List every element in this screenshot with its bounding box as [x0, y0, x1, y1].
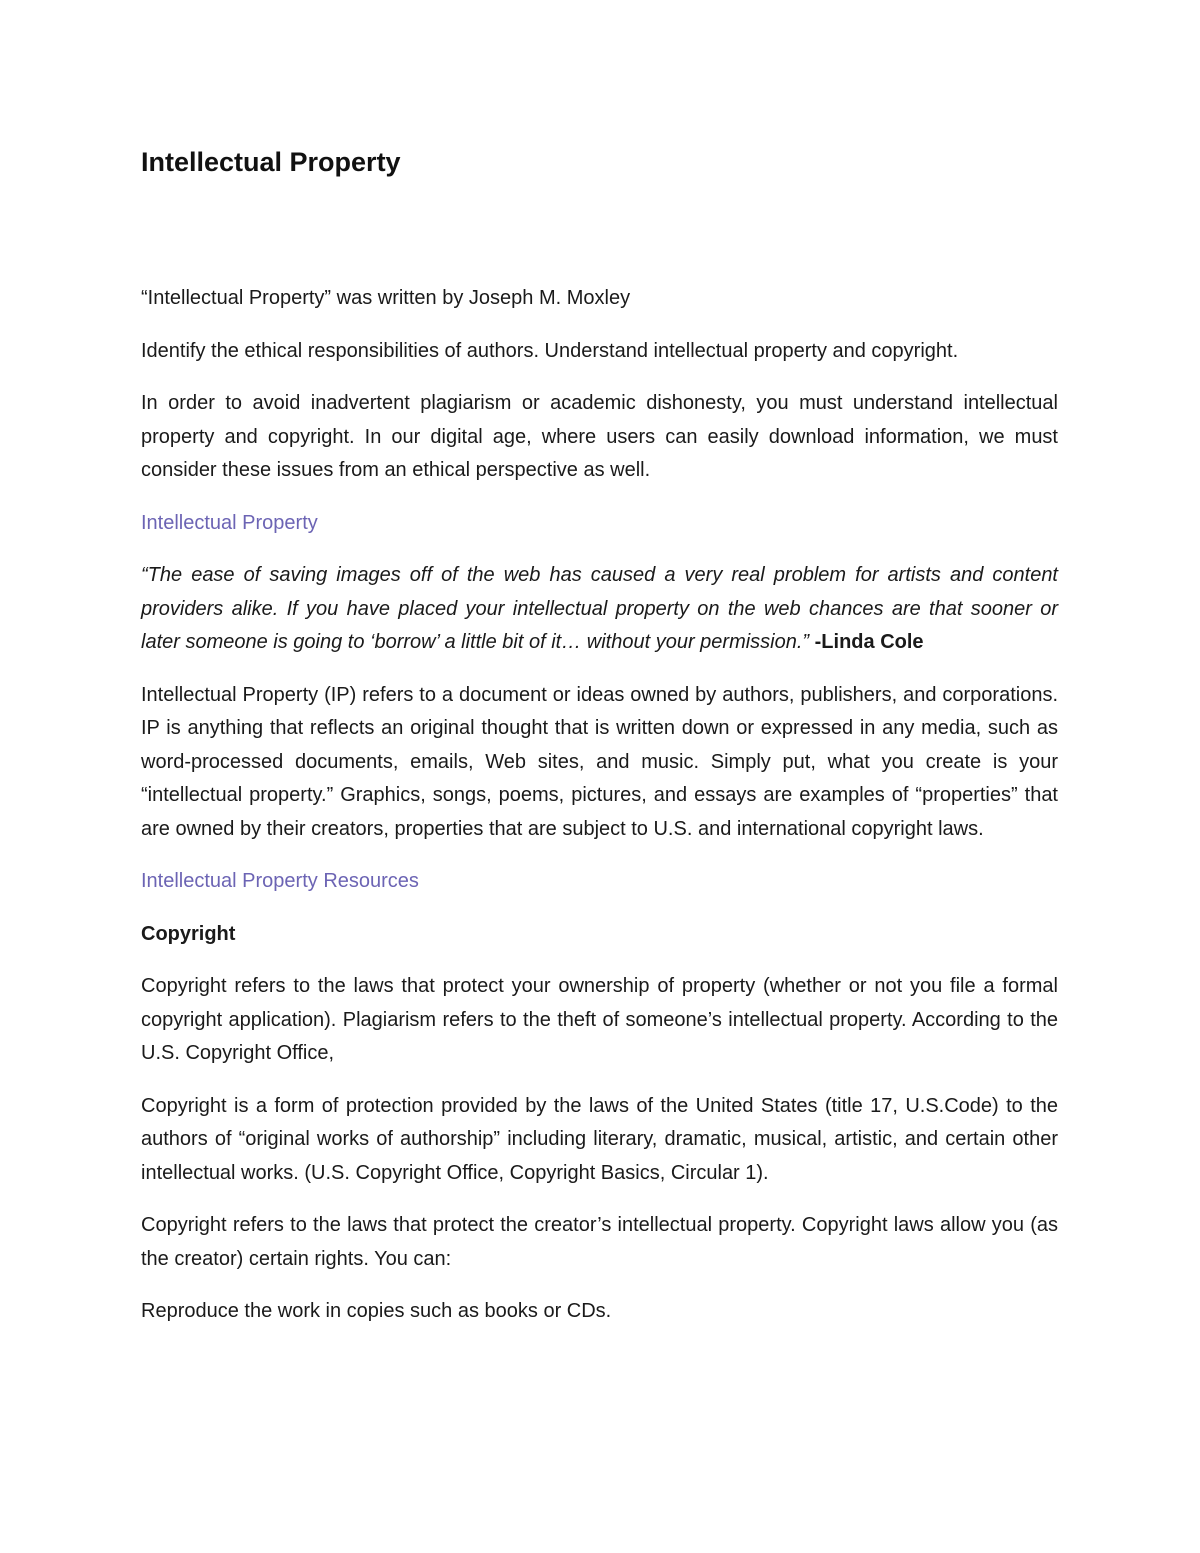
- copyright-paragraph-3: Copyright refers to the laws that protect the creator’s intellectual property. Copyright laws allow you (as the creator) certain rights. You can:: [141, 1214, 1058, 1270]
- quote-text: “The ease of saving images off of the web has caused a very real problem for artists and content providers alike. If you have placed your intellectual property on the web chances are that sooner or later someone is going to ‘borrow’ a little bit of it… without your permission.”: [141, 564, 1058, 653]
- document-page: [141, 140, 1058, 1348]
- subheading-copyright: Copyright: [141, 922, 236, 945]
- section-heading-ip-resources: Intellectual Property Resources: [141, 870, 419, 892]
- byline: “Intellectual Property” was written by Joseph M. Moxley: [141, 287, 631, 309]
- copyright-paragraph-4: Reproduce the work in copies such as books or CDs.: [141, 1300, 612, 1322]
- intro-paragraph: In order to avoid inadvertent plagiarism or academic dishonesty, you must understand intellectual property and copyright. In our digital age, where users can easily download information, we must consider these issues from an ethical perspective as well.: [141, 392, 1058, 481]
- quote-paragraph: [141, 559, 1058, 660]
- copyright-paragraph-1: Copyright refers to the laws that protect your ownership of property (whether or not you file a formal copyright application). Plagiarism refers to the theft of someone’s intellectual property. According to the U.S. Copyright Office,: [141, 975, 1058, 1064]
- quote-attribution: -Linda Cole: [814, 631, 924, 653]
- copyright-paragraph-2: Copyright is a form of protection provided by the laws of the United States (title 17, U.S.Code) to the authors of “original works of authorship” including literary, dramatic, musical, artistic, and certain other intellectual works. (U.S. Copyright Office, Copyright Basics, Circular 1).: [141, 1094, 1058, 1184]
- ip-definition-paragraph: Intellectual Property (IP) refers to a document or ideas owned by authors, publishers, and corporations. IP is anything that reflects an original thought that is written down or expressed in any media, such as word-processed documents, emails, Web sites, and music. Simply put, what you create is your “intellectual property.” Graphics, songs, poems, pictures, and essays are examples of “properties” that are owned by their creators, properties that are subject to U.S. and international copyright laws.: [141, 683, 1058, 840]
- objectives: Identify the ethical responsibilities of authors. Understand intellectual property and copyright.: [141, 339, 959, 362]
- section-heading-intellectual-property: Intellectual Property: [141, 511, 318, 534]
- document-title: Intellectual Property: [141, 147, 401, 177]
